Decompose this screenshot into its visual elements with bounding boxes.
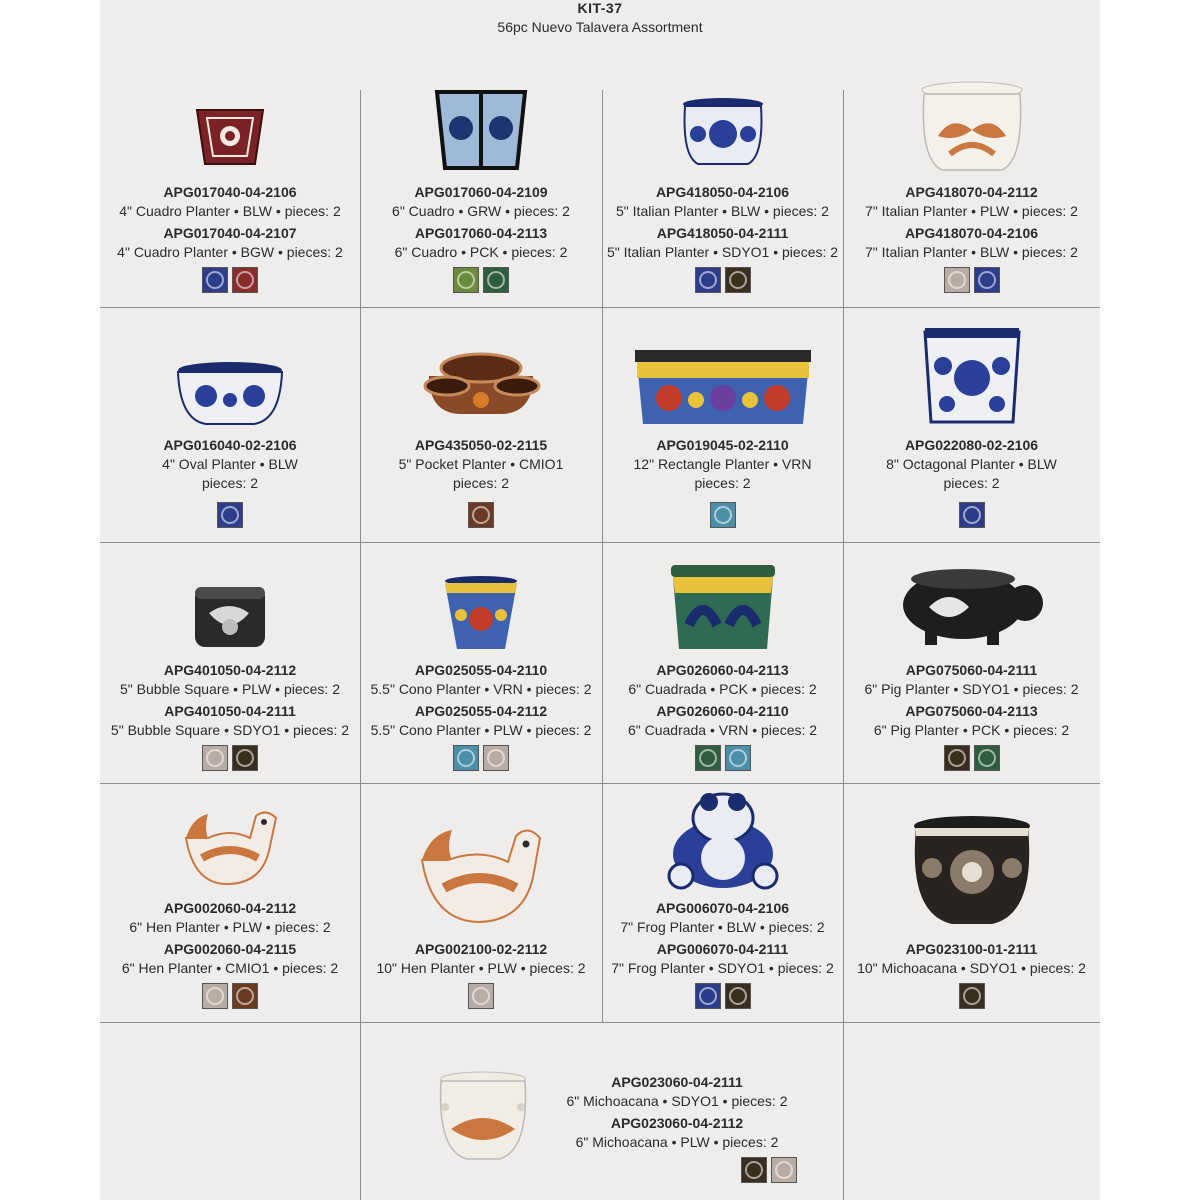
color-swatch-vrn [453,745,479,771]
color-swatch-sdyo1 [741,1157,767,1183]
product-code: APG418070-04-2112 [905,184,1038,200]
product-desc: 5" Italian Planter • BLW • pieces: 2 [616,203,829,219]
color-swatch-plw [468,983,494,1009]
product-desc: 4" Oval Planter • BLW [162,456,298,472]
product-cell [361,1023,843,1200]
product-cell [602,543,843,783]
pieces-count: pieces: 2 [694,475,751,491]
color-swatches [360,745,602,771]
product-code: APG017060-04-2113 [414,225,548,241]
product-code: APG025055-04-2110 [414,662,548,678]
product-code: APG017040-04-2107 [163,225,297,241]
product-desc: 5.5" Cono Planter • PLW • pieces: 2 [370,722,592,738]
pocket-planter-icon [419,346,543,418]
pieces-count: pieces: 2 [201,475,259,491]
product-cell [843,308,1100,542]
product-cell [602,308,843,542]
color-swatch-plw [944,267,970,293]
product-desc: 6" Hen Planter • PLW • pieces: 2 [129,919,331,935]
color-swatch-sdyo1 [232,745,258,771]
pieces-count: pieces: 2 [943,475,1000,491]
color-swatch-vrn [710,502,736,528]
color-swatch-plw [202,983,228,1009]
color-swatches [843,745,1100,771]
italian-planter-icon [680,96,766,168]
color-swatches [741,1157,823,1183]
color-swatch-blw [217,502,243,528]
product-cell [843,784,1100,1022]
product-code: APG023060-04-2112 [610,1115,744,1131]
catalog-sheet [100,0,1100,1200]
color-swatch-cmio1 [468,502,494,528]
color-swatches [843,267,1100,293]
product-desc: 6" Cuadro • GRW • pieces: 2 [392,203,570,219]
italian-planter-icon [920,80,1024,174]
product-cell [100,90,360,307]
color-swatches [602,983,843,1009]
product-desc: 12" Rectangle Planter • VRN [633,456,812,472]
product-code: APG023100-01-2111 [905,941,1038,957]
product-code: APG002060-04-2115 [163,941,297,957]
product-desc: 7" Frog Planter • BLW • pieces: 2 [620,919,825,935]
cuadro-planter-icon [193,106,267,168]
pieces-count: pieces: 2 [452,475,510,491]
product-desc: 7" Italian Planter • BLW • pieces: 2 [865,244,1078,260]
color-swatch-sdyo1 [959,983,985,1009]
color-swatches [843,502,1100,528]
product-code: APG002100-02-2112 [414,941,548,957]
product-code: APG026060-04-2110 [656,703,789,719]
cuadro-planter-icon [433,90,529,172]
product-code: APG017060-04-2109 [414,184,548,200]
product-code: APG025055-04-2112 [414,703,548,719]
product-code: APG002060-04-2112 [163,900,297,916]
product-desc: 4" Cuadro Planter • BGW • pieces: 2 [117,244,343,260]
rectangle-planter-icon [633,348,813,426]
product-cell [360,308,602,542]
color-swatch-pck [695,745,721,771]
color-swatch-pck [483,267,509,293]
product-code: APG075060-04-2111 [905,662,1038,678]
product-code: APG023060-04-2111 [611,1074,743,1090]
product-cell [100,543,360,783]
color-swatches [602,267,843,293]
color-swatch-cmio1 [232,983,258,1009]
product-code: APG019045-02-2110 [656,437,789,453]
color-swatches [602,502,843,528]
color-swatches [100,983,360,1009]
product-code: APG418070-04-2106 [904,225,1039,241]
product-desc: 7" Italian Planter • PLW • pieces: 2 [865,203,1078,219]
product-cell [360,784,602,1022]
product-code: APG006070-04-2106 [655,900,790,916]
kit-subtitle: 56pc Nuevo Talavera Assortment [497,19,703,35]
product-desc: 6" Pig Planter • SDYO1 • pieces: 2 [864,681,1079,697]
color-swatch-sdyo1 [725,983,751,1009]
product-code: APG016040-02-2106 [163,437,297,453]
product-desc: 5" Pocket Planter • CMIO1 [398,456,564,472]
product-desc: 8" Octagonal Planter • BLW [886,456,1057,472]
color-swatches [602,745,843,771]
product-code: APG418050-04-2106 [655,184,790,200]
product-cell [100,784,360,1022]
color-swatch-blw [959,502,985,528]
product-desc: 10" Hen Planter • PLW • pieces: 2 [376,960,586,976]
product-desc: 5" Italian Planter • SDYO1 • pieces: 2 [606,244,839,260]
product-code: APG418050-04-2111 [656,225,789,241]
color-swatch-bgw [232,267,258,293]
product-code: APG022080-02-2106 [904,437,1039,453]
product-desc: 6" Cuadrada • VRN • pieces: 2 [627,722,818,738]
color-swatch-grw [453,267,479,293]
color-swatch-plw [771,1157,797,1183]
product-code: APG401050-04-2111 [164,703,296,719]
product-desc: 6" Hen Planter • CMIO1 • pieces: 2 [121,960,339,976]
color-swatches [360,502,602,528]
product-desc: 6" Pig Planter • PCK • pieces: 2 [873,722,1070,738]
color-swatch-blw [202,267,228,293]
product-desc: 5" Bubble Square • PLW • pieces: 2 [120,681,340,697]
color-swatch-vrn [725,745,751,771]
product-desc: 6" Cuadrada • PCK • pieces: 2 [628,681,817,697]
product-desc: 5" Bubble Square • SDYO1 • pieces: 2 [110,722,350,738]
color-swatch-sdyo1 [944,745,970,771]
product-code: APG435050-02-2115 [414,437,548,453]
color-swatches [360,267,602,293]
color-swatches [100,267,360,293]
product-cell [602,90,843,307]
cuadrada-planter-icon [669,563,777,651]
hen-planter-icon [180,798,280,888]
michoacana-pot-icon [437,1071,529,1161]
product-code: APG075060-04-2113 [905,703,1038,719]
pig-planter-icon [899,561,1045,649]
color-swatch-blw [695,267,721,293]
color-swatch-pck [974,745,1000,771]
product-desc: 6" Cuadro • PCK • pieces: 2 [394,244,568,260]
cono-planter-icon [443,575,519,651]
michoacana-pot-icon [908,814,1036,926]
product-cell [843,543,1100,783]
product-code: APG401050-04-2112 [163,662,297,678]
bubble-square-icon [191,583,269,651]
product-code: APG026060-04-2113 [656,662,789,678]
color-swatches [100,745,360,771]
product-desc: 7" Frog Planter • SDYO1 • pieces: 2 [611,960,834,976]
color-swatch-plw [483,745,509,771]
product-cell [100,308,360,542]
product-desc: 6" Michoacana • SDYO1 • pieces: 2 [566,1093,788,1109]
product-code: APG006070-04-2111 [656,941,789,957]
oval-planter-icon [176,360,284,426]
color-swatches [100,502,360,528]
product-desc: 5.5" Cono Planter • VRN • pieces: 2 [370,681,592,697]
color-swatches [360,983,602,1009]
color-swatch-blw [974,267,1000,293]
color-swatch-blw [695,983,721,1009]
product-desc: 10" Michoacana • SDYO1 • pieces: 2 [857,960,1086,976]
product-cell [360,90,602,307]
color-swatch-sdyo1 [725,267,751,293]
product-cell [360,543,602,783]
frog-planter-icon [667,788,779,892]
octagonal-planter-icon [923,326,1021,426]
product-desc: 6" Michoacana • PLW • pieces: 2 [575,1134,779,1150]
kit-title: KIT-37 [577,0,623,16]
hen-planter-icon [416,816,546,926]
product-desc: 4" Cuadro Planter • BLW • pieces: 2 [119,203,341,219]
product-code: APG017040-04-2106 [163,184,297,200]
product-cell [843,90,1100,307]
color-swatches [843,983,1100,1009]
product-cell [602,784,843,1022]
color-swatch-plw [202,745,228,771]
